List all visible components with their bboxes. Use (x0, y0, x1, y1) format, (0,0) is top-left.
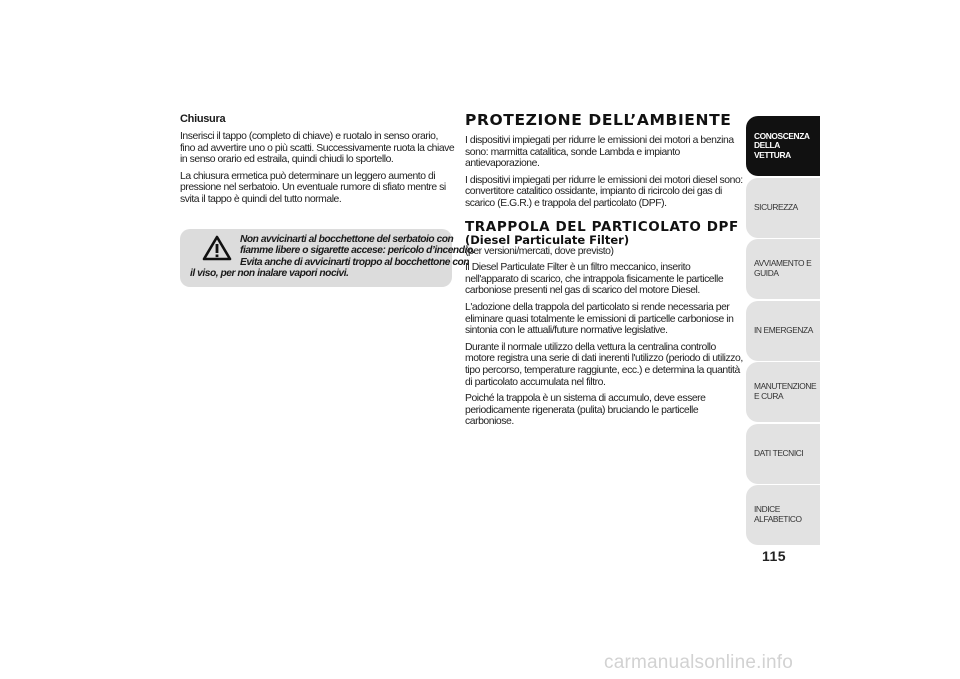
warning-line: Non avvicinarti al bocchettone del serbatoio con (240, 234, 454, 245)
tab-label: MANUTENZIONE E CURA (754, 381, 817, 401)
tab-label: SICUREZZA (754, 201, 798, 212)
paragraph: Il Diesel Particulate Filter è un filtro meccanico, inserito nell'apparato di scarico, che intrappola fisicamente le particelle carboniose presenti nel gas di scarico del motore Diesel. (465, 262, 724, 297)
paragraph: I dispositivi impiegati per ridurre le emissioni dei motori diesel sono: convertitore catalitico ossidante, impianto di ricircolo dei gas di scarico (E.G.R.) e trappola del particolato (DPF). (465, 174, 743, 209)
left-column (180, 113, 455, 211)
tab-dati-tecnici[interactable] (746, 424, 820, 484)
tab-indice-alfabetico[interactable] (746, 485, 820, 545)
tab-in-emergenza[interactable] (746, 301, 820, 361)
availability-note: (per versioni/mercati, dove previsto) (465, 245, 614, 257)
warning-box (180, 229, 476, 287)
paragraph: Inserisci il tappo (completo di chiave) e ruotalo in senso orario, fino ad avvertire uno o più scatti. Successivamente ruota la chiave in senso orario ed estraila, quindi chiudi lo sportello. (180, 131, 455, 166)
paragraph: I dispositivi impiegati per ridurre le emissioni dei motori a benzina sono: marmitta catalitica, sonde Lambda e impianto antievaporazione. (465, 135, 734, 170)
tab-label: INDICE ALFABETICO (754, 504, 802, 524)
watermark: carmanualsonline.info (604, 652, 794, 673)
tab-label: IN EMERGENZA (754, 324, 813, 335)
tab-manutenzione-e-cura[interactable] (746, 362, 820, 422)
section-heading-chiusura: Chiusura (180, 113, 226, 125)
section-heading-trappola: TRAPPOLA DEL PARTICOLATO DPF (465, 218, 739, 235)
section-subheading: (Diesel Particulate Filter) (465, 232, 630, 247)
tab-sicurezza[interactable] (746, 178, 820, 238)
warning-text (190, 234, 476, 280)
warning-line: Evita anche di avvicinarti troppo al bocchettone con (240, 256, 470, 268)
paragraph: Poiché la trappola è un sistema di accumulo, deve essere periodicamente rigenerata (pulita) bruciando le particelle carboniose. (465, 393, 706, 428)
tab-label: CONOSCENZA DELLA VETTURA (754, 130, 810, 160)
warning-line: fiamme libere o sigarette accese: pericolo d’incendio. (240, 245, 476, 257)
paragraph: L'adozione della trappola del particolato si rende necessaria per eliminare quasi totalmente le emissioni di particelle carboniose in sintonia con le attuali/future normative legislative. (465, 301, 734, 337)
page-number: 115 (762, 548, 787, 564)
tab-conoscenza-della-vettura[interactable] (746, 116, 820, 176)
tab-avviamento-e-guida[interactable] (746, 239, 820, 299)
paragraph: La chiusura ermetica può determinare un leggero aumento di pressione nel serbatoio. Un eventuale rumore di sfiato mentre si svita il tappo è quindi del tutto normale. (180, 170, 446, 205)
chapter-tabs (746, 116, 820, 547)
tab-label: DATI TECNICI (754, 447, 804, 458)
tab-label: AVVIAMENTO E GUIDA (754, 258, 812, 278)
warning-line: il viso, per non inalare vapori nocivi. (190, 268, 349, 280)
paragraph: Durante il normale utilizzo della vettura la centralina controllo motore registra una serie di dati inerenti l'utilizzo (periodo di utilizzo, tipo percorso, temperature raggiunte, ecc.) e determina la quantità di particolato accumulata nel filtro. (465, 341, 743, 388)
section-heading-protezione: PROTEZIONE DELL’AMBIENTE (465, 111, 732, 129)
right-column (465, 111, 745, 433)
